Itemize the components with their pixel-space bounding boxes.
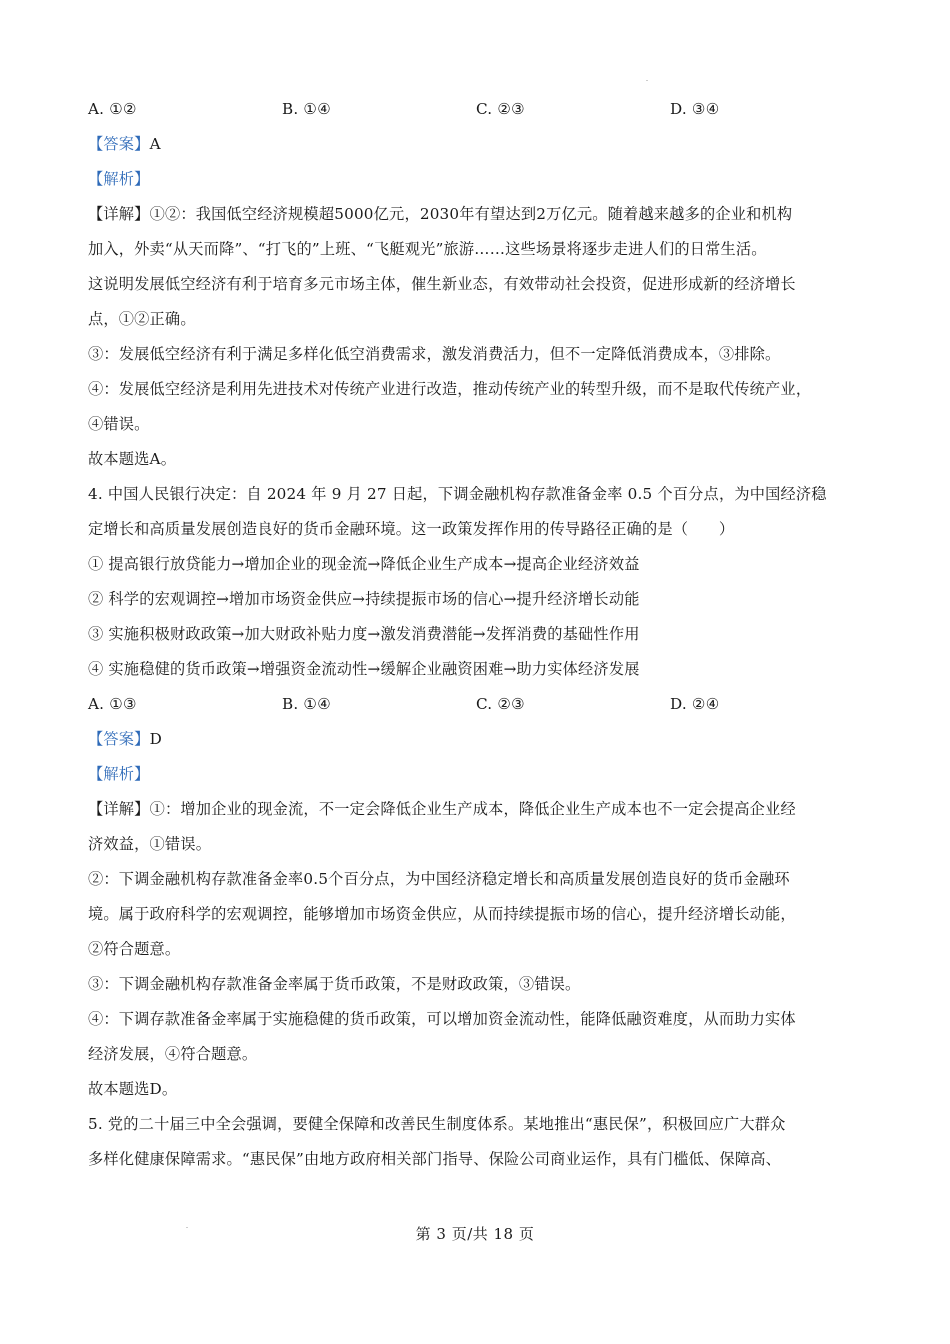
q4-option-c: C. ②③ bbox=[476, 695, 525, 713]
q4-detail-text: ①：增加企业的现金流，不一定会降低企业生产成本，降低企业生产成本也不一定会提高企业经 bbox=[149, 800, 796, 818]
q4-conclusion: 故本题选D。 bbox=[88, 1080, 178, 1098]
q3-detail-text: ①②：我国低空经济规模超5000亿元，2030年有望达到2万亿元。随着越来越多的企业和机构 bbox=[149, 205, 793, 223]
q4-stem-line: 定增长和高质量发展创造良好的货币金融环境。这一政策发挥作用的传导路径正确的是（ ） bbox=[88, 520, 735, 538]
q4-analysis-heading bbox=[88, 757, 873, 792]
q3-option-c: C. ②③ bbox=[476, 100, 525, 118]
q3-analysis-heading bbox=[88, 162, 873, 197]
q4-answer bbox=[88, 722, 873, 757]
q4-option-a: A. ①③ bbox=[88, 695, 137, 713]
q3-conclusion: 故本题选A。 bbox=[88, 450, 177, 468]
q3-detail-line: ④：发展低空经济是利用先进技术对传统产业进行改造，推动传统产业的转型升级，而不是取代传统产业， bbox=[88, 380, 812, 398]
q3-option-a: A. ①② bbox=[88, 100, 137, 118]
q3-detail-line: 加入，外卖“从天而降”、“打飞的”上班、“飞艇观光”旅游……这些场景将逐步走进人们的日常生活。 bbox=[88, 240, 767, 258]
q4-options bbox=[88, 687, 873, 722]
q4-detail-line: 济效益，①错误。 bbox=[88, 835, 212, 853]
q3-answer-value: A bbox=[149, 135, 161, 153]
q3-option-b: B. ①④ bbox=[282, 100, 332, 118]
analysis-tag: 【解析】 bbox=[88, 765, 150, 783]
q3-option-d: D. ③④ bbox=[670, 100, 720, 118]
q3-detail-line: 这说明发展低空经济有利于培育多元市场主体，催生新业态，有效带动社会投资，促进形成新的经济增长 bbox=[88, 275, 796, 293]
q4-option-b: B. ①④ bbox=[282, 695, 332, 713]
q5-stem-line: 多样化健康保障需求。“惠民保”由地方政府相关部门指导、保险公司商业运作，具有门槛低、保障高、 bbox=[88, 1150, 781, 1168]
q4-detail-line bbox=[88, 792, 873, 827]
scan-speck bbox=[646, 80, 648, 81]
q3-detail-line: ④错误。 bbox=[88, 415, 150, 433]
analysis-tag: 【解析】 bbox=[88, 170, 150, 188]
q3-detail-line: ③：发展低空经济有利于满足多样化低空消费需求，激发消费活力，但不一定降低消费成本，③排除。 bbox=[88, 345, 781, 363]
q5-stem-line: 5. 党的二十届三中全会强调，要健全保障和改善民生制度体系。某地推出“惠民保”，积极回应广大群众 bbox=[88, 1115, 786, 1133]
q4-detail-line: ②：下调金融机构存款准备金率0.5个百分点，为中国经济稳定增长和高质量发展创造良好的货币金融环 bbox=[88, 870, 790, 888]
q4-detail-line: 经济发展，④符合题意。 bbox=[88, 1045, 258, 1063]
q4-detail-line: 境。属于政府科学的宏观调控，能够增加市场资金供应，从而持续提振市场的信心，提升经济增长动能， bbox=[88, 905, 796, 923]
q3-options bbox=[88, 92, 873, 127]
answer-tag: 【答案】 bbox=[88, 135, 150, 153]
answer-tag: 【答案】 bbox=[88, 730, 150, 748]
page-content bbox=[88, 92, 873, 1177]
page-footer: 第 3 页/共 18 页 bbox=[415, 1225, 535, 1243]
q4-item-3: ③ 实施积极财政政策→加大财政补贴力度→激发消费潜能→发挥消费的基础性作用 bbox=[88, 625, 640, 643]
q4-item-1: ① 提高银行放贷能力→增加企业的现金流→降低企业生产成本→提高企业经济效益 bbox=[88, 555, 640, 573]
q4-detail-line: ④：下调存款准备金率属于实施稳健的货币政策，可以增加资金流动性，能降低融资难度，从而助力实体 bbox=[88, 1010, 796, 1028]
q4-option-d: D. ②④ bbox=[670, 695, 720, 713]
detail-tag: 【详解】 bbox=[88, 205, 150, 223]
q4-item-4: ④ 实施稳健的货币政策→增强资金流动性→缓解企业融资困难→助力实体经济发展 bbox=[88, 660, 640, 678]
q4-detail-line: ③：下调金融机构存款准备金率属于货币政策，不是财政政策，③错误。 bbox=[88, 975, 581, 993]
q3-answer bbox=[88, 127, 873, 162]
q4-detail-line: ②符合题意。 bbox=[88, 940, 181, 958]
q3-detail-line bbox=[88, 197, 873, 232]
q3-detail-line: 点，①②正确。 bbox=[88, 310, 196, 328]
q4-stem-line: 4. 中国人民银行决定：自 2024 年 9 月 27 日起，下调金融机构存款准备金率 0.5 个百分点，为中国经济稳 bbox=[88, 485, 827, 503]
detail-tag: 【详解】 bbox=[88, 800, 150, 818]
q4-answer-value: D bbox=[149, 730, 162, 748]
q4-item-2: ② 科学的宏观调控→增加市场资金供应→持续提振市场的信心→提升经济增长动能 bbox=[88, 590, 640, 608]
